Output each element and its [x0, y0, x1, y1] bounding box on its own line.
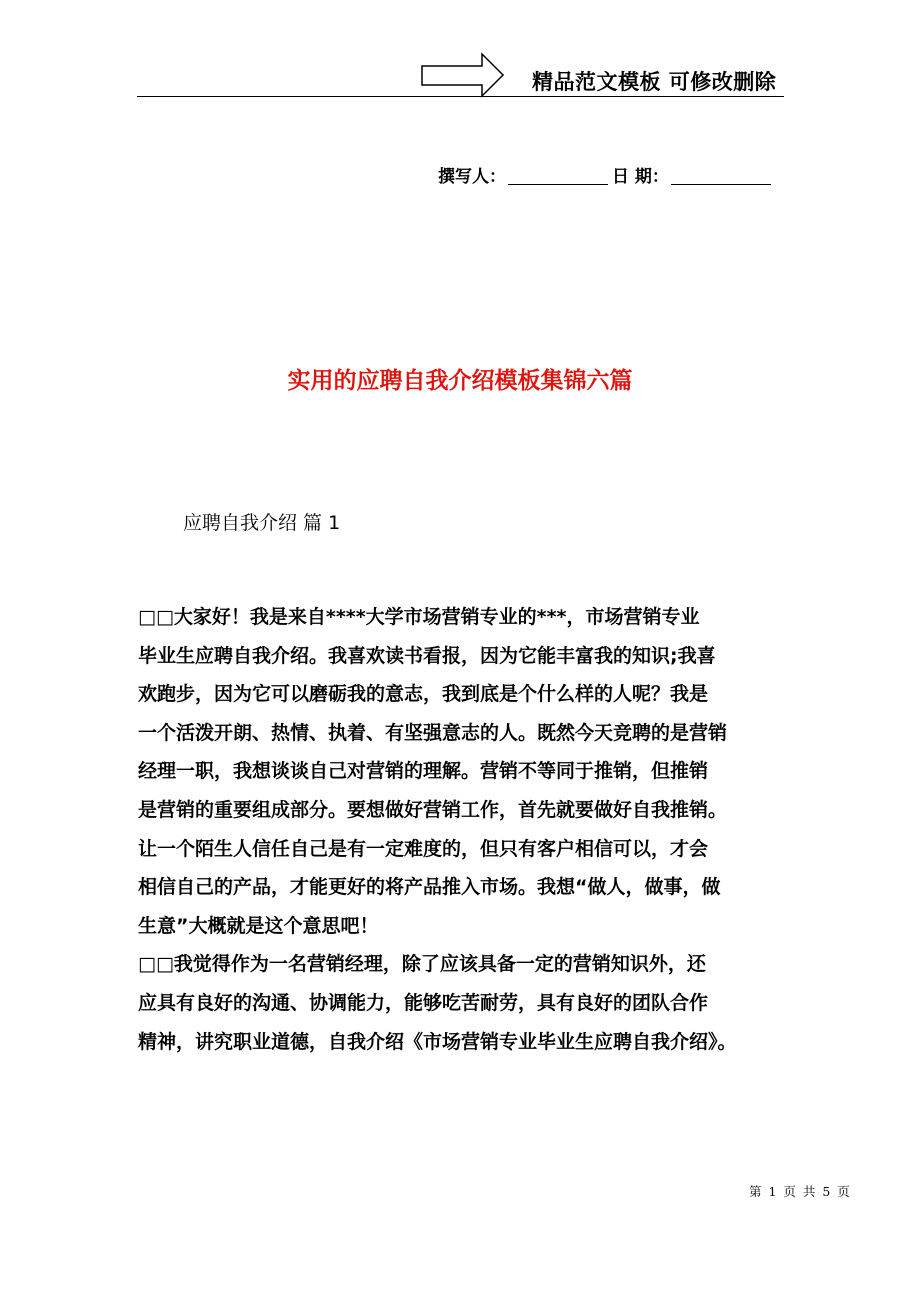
body-line: 欢跑步，因为它可以磨砺我的意志，我到底是个什么样的人呢？我是: [138, 683, 709, 706]
header-divider: [137, 96, 784, 97]
header-template-tag: 精品范文模板 可修改删除: [532, 70, 777, 94]
date-label: 日 期：: [612, 167, 669, 187]
body-line: □□我觉得作为一名营销经理，除了应该具备一定的营销知识外，还: [138, 953, 706, 976]
author-label: 撰写人：: [438, 167, 506, 187]
document-title: 实用的应聘自我介绍模板集锦六篇: [287, 368, 633, 394]
body-line: 相信自己的产品，才能更好的将产品推入市场。我想“做人，做事，做: [138, 876, 721, 899]
author-date-line: [438, 162, 771, 187]
body-line: 经理一职，我想谈谈自己对营销的理解。营销不等同于推销，但推销: [138, 760, 709, 783]
author-blank-field: [508, 166, 608, 185]
body-line: 一个活泼开朗、热情、执着、有坚强意志的人。既然今天竞聘的是营销: [138, 721, 728, 744]
body-line: 让一个陌生人信任自己是有一定难度的，但只有客户相信可以，才会: [138, 837, 709, 860]
body-line: 生意”大概就是这个意思吧！: [138, 914, 379, 937]
body-line: 是营销的重要组成部分。要想做好营销工作，首先就要做好自我推销。: [138, 798, 728, 821]
page-number-footer: 第 1 页 共 5 页: [749, 1184, 850, 1199]
body-line: 应具有良好的沟通、协调能力，能够吃苦耐劳，具有良好的团队合作: [138, 991, 709, 1014]
body-line: □□大家好！我是来自****大学市场营销专业的***，市场营销专业: [138, 606, 700, 628]
body-line: 毕业生应聘自我介绍。我喜欢读书看报，因为它能丰富我的知识;我喜: [138, 644, 716, 667]
body-line: 精神，讲究职业道德，自我介绍《市场营销专业毕业生应聘自我介绍》。: [138, 1030, 737, 1053]
date-blank-field: [671, 166, 771, 185]
right-arrow-icon: [421, 52, 505, 98]
section-heading: 应聘自我介绍 篇 1: [183, 512, 341, 534]
body-paragraphs: [138, 598, 788, 1061]
